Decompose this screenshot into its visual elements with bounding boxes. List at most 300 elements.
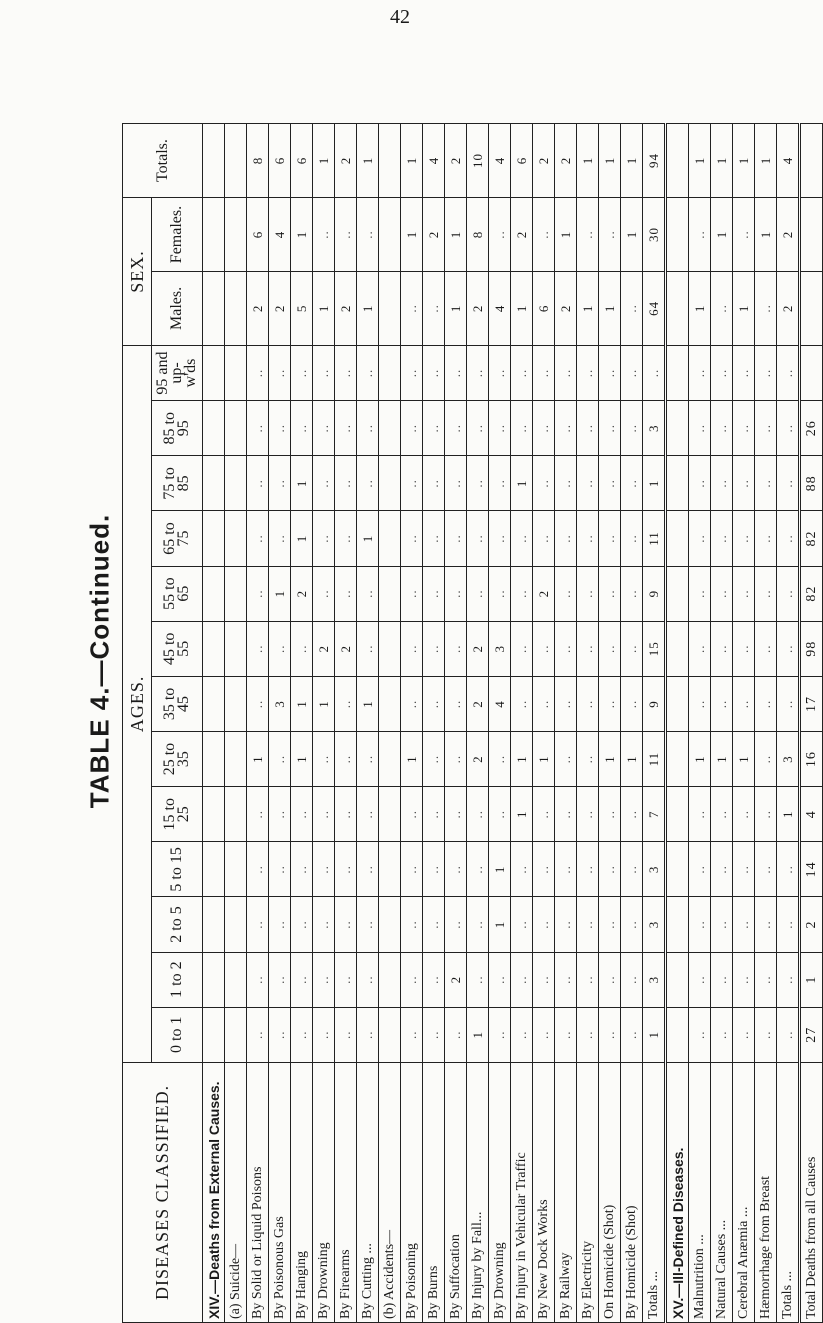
value-cell: 27: [800, 1007, 823, 1062]
value-cell: 17: [800, 676, 823, 731]
value-cell: [203, 842, 225, 897]
value-cell: [225, 566, 247, 621]
value-cell: ..: [467, 842, 489, 897]
value-cell: ..: [533, 897, 555, 952]
value-cell: [379, 952, 401, 1007]
disease-label: (b) Accidents—: [379, 1062, 401, 1322]
value-cell: ..: [291, 1007, 313, 1062]
value-cell: ..: [621, 271, 643, 345]
value-cell: 2: [445, 124, 467, 198]
value-cell: 2: [555, 271, 577, 345]
diseases-column-header: DISEASES CLASSIFIED.: [123, 1062, 203, 1322]
value-cell: [379, 566, 401, 621]
value-cell: ..: [711, 676, 733, 731]
value-cell: 1: [445, 271, 467, 345]
table-row: [291, 124, 313, 1323]
value-cell: ..: [599, 511, 621, 566]
value-cell: ..: [511, 676, 533, 731]
value-cell: 3: [643, 401, 666, 456]
value-cell: [379, 732, 401, 787]
value-cell: ..: [533, 842, 555, 897]
disease-label: By Firearms: [335, 1062, 357, 1322]
value-cell: ..: [621, 842, 643, 897]
disease-label: By Hanging: [291, 1062, 313, 1322]
value-cell: ..: [401, 456, 423, 511]
value-cell: [225, 198, 247, 272]
value-cell: ..: [247, 345, 269, 400]
value-cell: ..: [401, 345, 423, 400]
value-cell: [379, 456, 401, 511]
value-cell: [225, 732, 247, 787]
value-cell: 1: [733, 271, 755, 345]
value-cell: ..: [689, 401, 711, 456]
value-cell: [225, 1007, 247, 1062]
value-cell: ..: [621, 566, 643, 621]
value-cell: ..: [711, 787, 733, 842]
value-cell: ..: [711, 345, 733, 400]
value-cell: 1: [489, 842, 511, 897]
value-cell: 1: [599, 732, 621, 787]
value-cell: ..: [577, 345, 599, 400]
value-cell: [225, 842, 247, 897]
value-cell: ..: [291, 897, 313, 952]
disease-label: By Cutting ...: [357, 1062, 379, 1322]
value-cell: ..: [733, 198, 755, 272]
value-cell: [225, 511, 247, 566]
value-cell: ..: [247, 842, 269, 897]
value-cell: 1: [247, 732, 269, 787]
value-cell: ..: [291, 787, 313, 842]
value-cell: ..: [755, 897, 777, 952]
value-cell: ..: [577, 1007, 599, 1062]
value-cell: [203, 787, 225, 842]
value-cell: ..: [777, 1007, 800, 1062]
value-cell: ..: [401, 401, 423, 456]
value-cell: ..: [313, 456, 335, 511]
value-cell: [225, 952, 247, 1007]
value-cell: ..: [621, 621, 643, 676]
value-cell: 1: [511, 456, 533, 511]
value-cell: ..: [313, 842, 335, 897]
value-cell: 94: [643, 124, 666, 198]
value-cell: 1: [711, 124, 733, 198]
value-cell: ..: [555, 732, 577, 787]
age-column-header: 85 to 95: [152, 401, 203, 456]
value-cell: 11: [643, 511, 666, 566]
value-cell: 1: [733, 732, 755, 787]
value-cell: 2: [423, 198, 445, 272]
value-cell: ..: [533, 676, 555, 731]
value-cell: ..: [423, 897, 445, 952]
value-cell: [225, 271, 247, 345]
value-cell: ..: [533, 787, 555, 842]
value-cell: 1: [689, 271, 711, 345]
value-cell: ..: [269, 787, 291, 842]
value-cell: ..: [733, 345, 755, 400]
value-cell: ..: [423, 511, 445, 566]
value-cell: 14: [800, 842, 823, 897]
value-cell: ..: [511, 621, 533, 676]
mortality-table: [122, 123, 823, 1323]
value-cell: ..: [555, 511, 577, 566]
value-cell: ..: [467, 456, 489, 511]
value-cell: ..: [335, 345, 357, 400]
sex-group-header: SEX.: [123, 198, 152, 346]
value-cell: ..: [269, 345, 291, 400]
value-cell: [203, 732, 225, 787]
value-cell: 1: [291, 456, 313, 511]
value-cell: 1: [800, 952, 823, 1007]
value-cell: ..: [247, 456, 269, 511]
value-cell: 1: [313, 271, 335, 345]
value-cell: [666, 732, 689, 787]
value-cell: ..: [335, 842, 357, 897]
table-row: [599, 124, 621, 1323]
value-cell: 1: [777, 787, 800, 842]
value-cell: ..: [313, 732, 335, 787]
value-cell: [379, 345, 401, 400]
value-cell: [203, 345, 225, 400]
value-cell: 82: [800, 511, 823, 566]
table-row: [423, 124, 445, 1323]
value-cell: ..: [577, 897, 599, 952]
value-cell: [666, 897, 689, 952]
value-cell: 1: [313, 124, 335, 198]
value-cell: ..: [643, 345, 666, 400]
table-row: [555, 124, 577, 1323]
value-cell: ..: [533, 511, 555, 566]
value-cell: 3: [643, 952, 666, 1007]
value-cell: ..: [577, 952, 599, 1007]
value-cell: ..: [445, 401, 467, 456]
value-cell: ..: [755, 456, 777, 511]
value-cell: ..: [711, 456, 733, 511]
value-cell: ..: [577, 401, 599, 456]
value-cell: ..: [577, 621, 599, 676]
value-cell: 1: [401, 198, 423, 272]
value-cell: 82: [800, 566, 823, 621]
value-cell: [379, 271, 401, 345]
value-cell: ..: [555, 676, 577, 731]
disease-label: Cerebral Anæmia ...: [733, 1062, 755, 1322]
value-cell: ..: [335, 566, 357, 621]
value-cell: ..: [357, 345, 379, 400]
age-column-header: 65 to 75: [152, 511, 203, 566]
value-cell: ..: [599, 897, 621, 952]
value-cell: ..: [533, 198, 555, 272]
disease-label: Totals ...: [643, 1062, 666, 1322]
value-cell: ..: [511, 842, 533, 897]
value-cell: 1: [599, 124, 621, 198]
disease-label: By Drowning: [489, 1062, 511, 1322]
value-cell: ..: [357, 621, 379, 676]
value-cell: ..: [489, 566, 511, 621]
value-cell: ..: [335, 511, 357, 566]
value-cell: 1: [689, 124, 711, 198]
value-cell: ..: [445, 456, 467, 511]
value-cell: 26: [800, 401, 823, 456]
value-cell: ..: [247, 897, 269, 952]
value-cell: 1: [467, 1007, 489, 1062]
value-cell: ..: [335, 897, 357, 952]
value-cell: ..: [555, 345, 577, 400]
value-cell: [666, 198, 689, 272]
value-cell: 2: [335, 271, 357, 345]
value-cell: ..: [357, 566, 379, 621]
rotated-table-container: [122, 123, 819, 1323]
value-cell: [666, 787, 689, 842]
value-cell: [203, 897, 225, 952]
value-cell: ..: [445, 511, 467, 566]
value-cell: [379, 787, 401, 842]
value-cell: ..: [777, 621, 800, 676]
value-cell: ..: [313, 511, 335, 566]
value-cell: ..: [733, 1007, 755, 1062]
value-cell: ..: [335, 198, 357, 272]
value-cell: ..: [777, 345, 800, 400]
disease-label: By Burns: [423, 1062, 445, 1322]
value-cell: [666, 456, 689, 511]
value-cell: 1: [357, 511, 379, 566]
disease-label: By Solid or Liquid Poisons: [247, 1062, 269, 1322]
value-cell: ..: [511, 1007, 533, 1062]
totals-row: [777, 124, 800, 1323]
value-cell: ..: [445, 676, 467, 731]
value-cell: ..: [621, 1007, 643, 1062]
totals-row: [643, 124, 666, 1323]
value-cell: [800, 198, 823, 272]
value-cell: ..: [599, 621, 621, 676]
value-cell: ..: [357, 952, 379, 1007]
value-cell: ..: [689, 511, 711, 566]
value-cell: ..: [599, 676, 621, 731]
value-cell: ..: [711, 401, 733, 456]
value-cell: ..: [755, 842, 777, 897]
value-cell: 3: [269, 676, 291, 731]
section-row: [666, 124, 689, 1323]
value-cell: [203, 952, 225, 1007]
value-cell: 1: [291, 511, 313, 566]
value-cell: 1: [511, 732, 533, 787]
males-column-header: Males.: [152, 271, 203, 345]
value-cell: 3: [643, 842, 666, 897]
value-cell: ..: [423, 345, 445, 400]
value-cell: ..: [489, 732, 511, 787]
value-cell: 1: [555, 198, 577, 272]
value-cell: ..: [291, 621, 313, 676]
disease-label: By Injury in Vehicular Traffic: [511, 1062, 533, 1322]
value-cell: ..: [733, 842, 755, 897]
disease-label: By Suffocation: [445, 1062, 467, 1322]
value-cell: ..: [489, 345, 511, 400]
value-cell: ..: [467, 401, 489, 456]
value-cell: ..: [599, 345, 621, 400]
value-cell: 1: [291, 676, 313, 731]
value-cell: [225, 456, 247, 511]
value-cell: 98: [800, 621, 823, 676]
value-cell: ..: [511, 897, 533, 952]
value-cell: ..: [621, 787, 643, 842]
age-column-header: 95 and up-w'ds: [152, 345, 203, 400]
value-cell: ..: [733, 676, 755, 731]
table-row: [445, 124, 467, 1323]
value-cell: ..: [711, 1007, 733, 1062]
value-cell: ..: [621, 952, 643, 1007]
value-cell: ..: [489, 787, 511, 842]
age-column-header: 2 to 5: [152, 897, 203, 952]
value-cell: ..: [247, 952, 269, 1007]
value-cell: 2: [467, 732, 489, 787]
value-cell: [666, 511, 689, 566]
ages-group-header: AGES.: [123, 345, 152, 1062]
value-cell: ..: [755, 271, 777, 345]
table-row: [689, 124, 711, 1323]
value-cell: ..: [621, 401, 643, 456]
value-cell: 2: [247, 271, 269, 345]
value-cell: 2: [555, 124, 577, 198]
value-cell: ..: [423, 952, 445, 1007]
value-cell: ..: [555, 401, 577, 456]
value-cell: ..: [357, 732, 379, 787]
value-cell: 1: [291, 198, 313, 272]
disease-label: (a) Suicide—: [225, 1062, 247, 1322]
value-cell: [379, 897, 401, 952]
value-cell: ..: [711, 511, 733, 566]
value-cell: 4: [489, 271, 511, 345]
value-cell: [203, 1007, 225, 1062]
value-cell: ..: [269, 401, 291, 456]
value-cell: ..: [335, 1007, 357, 1062]
disease-label: By Drowning: [313, 1062, 335, 1322]
value-cell: 4: [423, 124, 445, 198]
value-cell: 2: [777, 271, 800, 345]
value-cell: 6: [533, 271, 555, 345]
value-cell: ..: [269, 456, 291, 511]
value-cell: ..: [755, 787, 777, 842]
disease-label: XV.—Ill-Defined Diseases.: [666, 1062, 689, 1322]
value-cell: ..: [733, 566, 755, 621]
value-cell: 1: [577, 124, 599, 198]
value-cell: ..: [423, 842, 445, 897]
value-cell: 2: [335, 124, 357, 198]
value-cell: 1: [577, 271, 599, 345]
value-cell: ..: [401, 621, 423, 676]
value-cell: ..: [733, 456, 755, 511]
value-cell: [225, 787, 247, 842]
value-cell: ..: [467, 345, 489, 400]
value-cell: ..: [689, 1007, 711, 1062]
value-cell: ..: [689, 566, 711, 621]
value-cell: ..: [489, 511, 511, 566]
value-cell: ..: [533, 401, 555, 456]
value-cell: ..: [711, 897, 733, 952]
value-cell: 1: [401, 124, 423, 198]
value-cell: ..: [335, 676, 357, 731]
value-cell: [203, 271, 225, 345]
value-cell: ..: [335, 732, 357, 787]
value-cell: ..: [489, 198, 511, 272]
value-cell: ..: [423, 271, 445, 345]
value-cell: 2: [467, 676, 489, 731]
value-cell: 1: [357, 124, 379, 198]
value-cell: [225, 401, 247, 456]
value-cell: 1: [357, 271, 379, 345]
value-cell: ..: [533, 1007, 555, 1062]
value-cell: [800, 271, 823, 345]
age-column-header: 35 to 45: [152, 676, 203, 731]
value-cell: 2: [335, 621, 357, 676]
value-cell: ..: [555, 897, 577, 952]
value-cell: ..: [357, 1007, 379, 1062]
value-cell: 1: [755, 198, 777, 272]
value-cell: ..: [291, 345, 313, 400]
disease-label: Malnutrition ...: [689, 1062, 711, 1322]
age-column-header: 0 to 1: [152, 1007, 203, 1062]
value-cell: ..: [599, 787, 621, 842]
value-cell: ..: [733, 787, 755, 842]
value-cell: ..: [247, 1007, 269, 1062]
disease-label: By Injury by Fall...: [467, 1062, 489, 1322]
value-cell: ..: [777, 511, 800, 566]
value-cell: 1: [599, 271, 621, 345]
value-cell: ..: [689, 676, 711, 731]
value-cell: 1: [643, 456, 666, 511]
value-cell: 2: [269, 271, 291, 345]
value-cell: ..: [269, 732, 291, 787]
value-cell: ..: [577, 198, 599, 272]
disease-label: Totals ...: [777, 1062, 800, 1322]
value-cell: ..: [577, 787, 599, 842]
value-cell: ..: [689, 787, 711, 842]
females-column-header: Females.: [152, 198, 203, 272]
value-cell: 1: [643, 1007, 666, 1062]
value-cell: 1: [357, 676, 379, 731]
value-cell: 88: [800, 456, 823, 511]
value-cell: [666, 676, 689, 731]
value-cell: [225, 621, 247, 676]
value-cell: [666, 124, 689, 198]
table-row: [621, 124, 643, 1323]
value-cell: 8: [467, 198, 489, 272]
value-cell: ..: [423, 621, 445, 676]
value-cell: ..: [269, 1007, 291, 1062]
value-cell: 6: [511, 124, 533, 198]
disease-label: Natural Causes ...: [711, 1062, 733, 1322]
table-row: [401, 124, 423, 1323]
value-cell: [203, 676, 225, 731]
table-row: [225, 124, 247, 1323]
value-cell: ..: [599, 456, 621, 511]
value-cell: ..: [357, 842, 379, 897]
value-cell: ..: [401, 676, 423, 731]
value-cell: ..: [423, 401, 445, 456]
value-cell: ..: [269, 511, 291, 566]
value-cell: ..: [423, 566, 445, 621]
value-cell: [379, 401, 401, 456]
value-cell: ..: [313, 952, 335, 1007]
value-cell: ..: [777, 456, 800, 511]
grand-total-row: [800, 124, 823, 1323]
value-cell: ..: [335, 952, 357, 1007]
disease-label: By Poisoning: [401, 1062, 423, 1322]
age-column-header: 25 to 35: [152, 732, 203, 787]
disease-label: By Poisonous Gas: [269, 1062, 291, 1322]
value-cell: 6: [247, 198, 269, 272]
age-column-header: 45 to 55: [152, 621, 203, 676]
section-row: [203, 124, 225, 1323]
table-row: [335, 124, 357, 1323]
value-cell: 64: [643, 271, 666, 345]
